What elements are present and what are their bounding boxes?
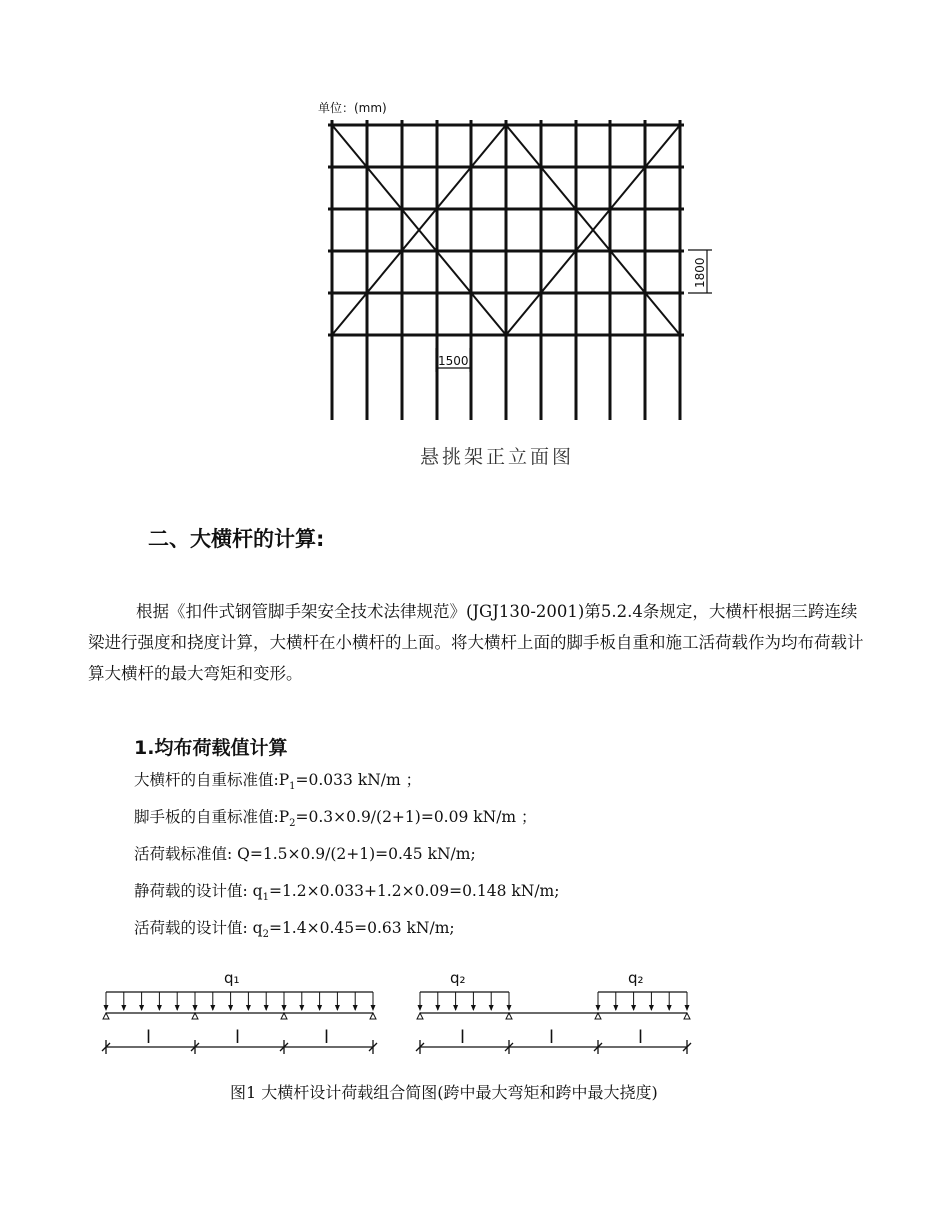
support-pin <box>281 1013 287 1019</box>
load-arrowhead <box>667 1005 672 1011</box>
load-line-5: 活荷载的设计值: $q_2=1.4\times 0.45=0.63$ kN/m; <box>134 919 455 941</box>
load-arrowhead <box>228 1005 233 1011</box>
load-arrowhead <box>453 1005 458 1011</box>
load-arrowhead <box>157 1005 162 1011</box>
support-pin <box>595 1013 601 1019</box>
load-arrowhead <box>193 1005 198 1011</box>
span-label: l <box>235 1027 241 1048</box>
load-arrowhead <box>489 1005 494 1011</box>
load-combination-diagram <box>0 960 950 1070</box>
support-pin <box>370 1013 376 1019</box>
load-arrowhead <box>353 1005 358 1011</box>
load-arrowhead <box>264 1005 269 1011</box>
load-arrowhead <box>317 1005 322 1011</box>
load-arrowhead <box>507 1005 512 1011</box>
load-values-list <box>134 765 559 950</box>
load-arrowhead <box>418 1005 423 1011</box>
support-pin <box>417 1013 423 1019</box>
unit-label: 单位：(mm) <box>318 101 387 115</box>
load-arrowhead <box>371 1005 376 1011</box>
load-line-1: 大横杆的自重标准值$:P_1=0.033$ kN/m ； <box>134 771 422 793</box>
load-arrowhead <box>210 1005 215 1011</box>
load-arrowhead <box>631 1005 636 1011</box>
support-pin <box>103 1013 109 1019</box>
load-arrowhead <box>685 1005 690 1011</box>
load-arrowhead <box>299 1005 304 1011</box>
right-load-label-b: q₂ <box>628 969 644 987</box>
load-arrowhead <box>471 1005 476 1011</box>
support-pin <box>684 1013 690 1019</box>
load-arrowhead <box>121 1005 126 1011</box>
load-arrowhead <box>104 1005 109 1011</box>
figure1-caption: 图1 大横杆设计荷载组合简图(跨中最大弯矩和跨中最大挠度) <box>230 1083 658 1102</box>
load-arrowhead <box>613 1005 618 1011</box>
scaffold-elevation-drawing <box>0 0 950 480</box>
load-line-4: 静荷载的设计值: $q_1=1.2\times 0.033+1.2\times 0.09=0.148$ kN/m; <box>134 882 560 904</box>
span-label: l <box>324 1027 330 1048</box>
subsection-heading: 1.均布荷载值计算 <box>134 737 288 759</box>
support-pin <box>506 1013 512 1019</box>
scaffold-grid <box>328 120 684 420</box>
span-label: l <box>460 1027 466 1048</box>
load-arrowhead <box>435 1005 440 1011</box>
section-paragraph: 根据《扣件式钢管脚手架安全技术法律规范》(JGJ130-2001)第5.2.4条规定，大横杆根据三跨连续梁进行强度和挠度计算，大横杆在小横杆的上面。将大横杆上面的脚手板自重和施工活荷载作为均布荷载计算大横杆的最大弯矩和变形。 <box>88 602 864 683</box>
load-line-3: 活荷载标准值: Q=1.5×0.9/(2+1)=0.45 kN/m; <box>134 845 476 864</box>
width-dimension-label: 1500 <box>438 354 469 368</box>
load-arrowhead <box>175 1005 180 1011</box>
load-arrowhead <box>335 1005 340 1011</box>
span-labels <box>146 1027 643 1048</box>
load-arrowhead <box>246 1005 251 1011</box>
elevation-caption: 悬挑架正立面图 <box>420 446 575 468</box>
left-load-label: q₁ <box>224 969 240 987</box>
span-label: l <box>638 1027 644 1048</box>
load-arrowhead <box>282 1005 287 1011</box>
load-arrowhead <box>649 1005 654 1011</box>
span-label: l <box>146 1027 152 1048</box>
load-arrowhead <box>596 1005 601 1011</box>
height-dimension-label: 1800 <box>693 257 707 288</box>
span-label: l <box>549 1027 555 1048</box>
support-pin <box>192 1013 198 1019</box>
load-line-2: 脚手板的自重标准值$:P_2=0.3\times 0.9/(2+1)=0.09$ kN/m ； <box>134 808 537 830</box>
section-heading: 二、大横杆的计算: <box>148 527 325 551</box>
load-arrowhead <box>139 1005 144 1011</box>
right-load-label-a: q₂ <box>450 969 466 987</box>
